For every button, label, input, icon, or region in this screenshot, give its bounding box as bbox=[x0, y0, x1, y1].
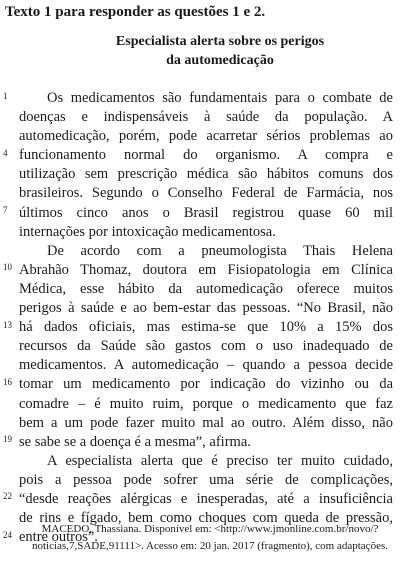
body-line: se sabe se a doença é a mesma”, afirma. bbox=[19, 433, 251, 450]
line-number: 19 bbox=[3, 434, 12, 444]
body-line: pois a pessoa pode sofrer uma série de complicações, bbox=[19, 471, 393, 488]
line-number: 22 bbox=[3, 491, 12, 501]
body-line: “desde reações alérgicas e inesperadas, até a insuficiência bbox=[19, 490, 393, 507]
body-line: últimos cinco anos o Brasil registrou quase 60 mil bbox=[19, 204, 393, 221]
line-number: 7 bbox=[3, 205, 8, 215]
question-header: Texto 1 para responder as questões 1 e 2. bbox=[5, 4, 266, 20]
body-line: de rins e fígado, bem como choques com queda de pressão, bbox=[19, 510, 393, 527]
line-number: 10 bbox=[3, 262, 12, 272]
body-line: utilização sem prescrição médica são hábitos comuns dos bbox=[19, 166, 393, 183]
body-line: comadre – é muito ruim, porque o medicamento que faz bbox=[19, 395, 393, 412]
line-number: 13 bbox=[3, 320, 12, 330]
body-line: recursos da Saúde são gastos com o uso inadequado de bbox=[19, 338, 393, 355]
body-line: Os medicamentos são fundamentais para o combate de bbox=[47, 90, 393, 106]
body-line: automedicação, porém, pode acarretar sérios problemas ao bbox=[19, 128, 393, 145]
line-number: 1 bbox=[3, 91, 8, 101]
body-line: internações por intoxicação medicamentosa. bbox=[19, 223, 276, 240]
article-body bbox=[19, 89, 393, 547]
line-number: 4 bbox=[3, 148, 8, 158]
article-title-line-2: da automedicação bbox=[166, 53, 274, 68]
body-line: tomar um medicamento por indicação do vizinho ou da bbox=[19, 376, 393, 393]
body-line: medicamentos. A automedicação – quando a pessoa decide bbox=[19, 357, 393, 374]
body-line: funcionamento normal do organismo. A compra e bbox=[19, 147, 393, 164]
body-line: perigos à saúde e ao bem-estar das pessoas. “No Brasil, não bbox=[19, 300, 393, 317]
line-number: 16 bbox=[3, 377, 12, 387]
body-line: De acordo com a pneumologista Thais Helena bbox=[47, 242, 393, 259]
article-title-line-1: Especialista alerta sobre os perigos bbox=[115, 34, 325, 49]
body-line: há dados oficiais, mas estima-se que 10% a 15% dos bbox=[19, 319, 393, 336]
line-number: 24 bbox=[3, 530, 12, 540]
body-line: Abrahão Thomaz, doutora em Fisiopatologia em Clínica bbox=[19, 261, 393, 278]
body-line: brasileiros. Segundo o Conselho Federal de Farmácia, nos bbox=[19, 185, 393, 202]
body-line: entre outros”. bbox=[19, 529, 98, 546]
source-line-1: MACEDO, Thassiana. Disponível em: <http://www.jmonline.com.br/novo/? bbox=[41, 523, 379, 535]
body-line: A especialista alerta que é preciso ter muito cuidado, bbox=[47, 452, 393, 469]
body-line: Médica, esse hábito da automedicação oferece muitos bbox=[19, 280, 393, 297]
body-line: bem a um pode fazer muito mal ao outro. Além disso, não bbox=[19, 414, 393, 431]
source-citation bbox=[20, 521, 400, 555]
article-title bbox=[80, 32, 360, 70]
source-line-2: noticias,7,SADE,91111>. Acesso em: 20 jan. 2017 (fragmento), com adaptações. bbox=[32, 540, 388, 552]
body-line: doenças e indispensáveis à saúde da população. A bbox=[19, 109, 393, 126]
